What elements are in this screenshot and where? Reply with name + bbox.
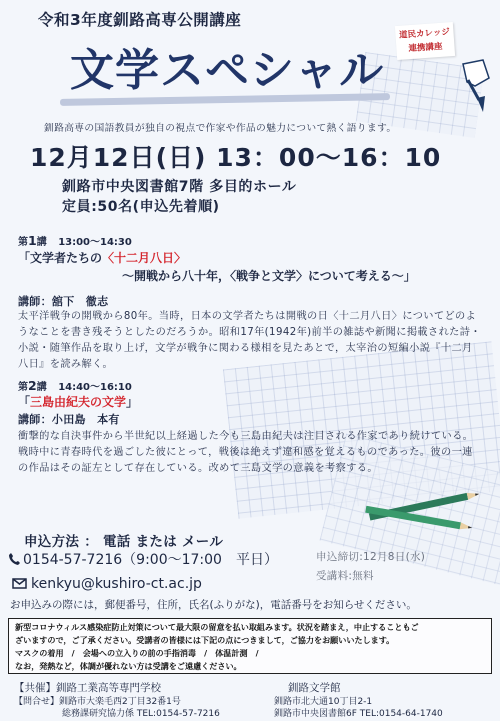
footer-organizer: 【共催】釧路工業高等専門学校 [14, 682, 161, 694]
badge-line1: 道民カレッジ [398, 27, 451, 41]
lecture-1-title: 「文学者たちの〈十二月八日〉 [18, 251, 187, 265]
pencils-icon [360, 488, 490, 538]
lecture-1-speaker: 講師：舘下 徹志 [18, 295, 109, 308]
footer-contact-address: 【問合せ】釧路市大楽毛西2丁目32番1号 [14, 697, 181, 707]
envelope-icon [12, 577, 28, 590]
event-subtitle: 令和3年度釧路高専公開講座 [38, 11, 242, 29]
phone-number[interactable]: 0154-57-7216（9:00〜17:00 平日） [23, 552, 278, 568]
lecture-2-speaker: 講師：小田島 本有 [18, 413, 120, 426]
badge-line2: 連携講座 [408, 41, 443, 55]
page-title: 文学スペシャル [70, 45, 385, 96]
event-capacity: 定員:50名(申込先着順) [62, 199, 220, 215]
covid-line-3: マスクの着用 / 会場への立入りの前の手指消毒 / 体温計測 / [15, 648, 259, 658]
application-method: 申込方法 ： 電話 または メール [24, 534, 224, 550]
covid-line-2: ざいますので，ご了承ください。受講者の皆様には下記の点につきまして，ご協力をお願いいたします。 [15, 635, 395, 645]
footer-cohost-address: 釧路市北大通10丁目2-1 [274, 697, 373, 707]
covid-notice [8, 618, 492, 674]
phone-icon [8, 552, 21, 566]
application-deadline: 申込締切:12月8日(水) [316, 551, 426, 563]
application-notice: お申込みの際には，郵便番号，住所，氏名(ふりがな)，電話番号をお知らせください。 [10, 599, 417, 611]
lecture-1-header: 第1講 13:00〜14:30 [18, 233, 132, 248]
lecture-2-header: 第2講 14:40〜16:10 [18, 378, 132, 393]
lecture-1-subtitle: 〜開戦から八十年，〈戦争と文学〉について考える〜」 [122, 269, 416, 283]
event-date: 12月12日(日) 13：00〜16：10 [30, 143, 442, 172]
footer-cohost: 釧路文学館 [288, 682, 341, 694]
footer-contact-tel: 総務課研究協力係 TEL:0154-57-7216 [62, 709, 220, 719]
covid-line-1: 新型コロナウィルス感染症防止対策について最大限の留意を払い取組みます。状況を踏まえ，中止することもご [15, 622, 419, 632]
lecture-1-description: 太平洋戦争の開戦から80年。当時，日本の文学者たちは開戦の日〈十二月八日〉についてどのようなことを書き残そうとしたのだろうか。昭和17年(1942年)前半の雑誌や新聞に掲載された詩・小説・随筆作品を取り上げ，文学が戦争に関わる様相を見たあとで，太宰治の短編小説『十二月八日』を読み解く。 [18, 311, 481, 370]
lead-text: 釧路高専の国語教員が独自の視点で作家や作品の魅力について熱く語ります。 [44, 123, 397, 134]
footer-cohost-tel: 釧路市中央図書館6F TEL:0154-64-1740 [274, 709, 443, 719]
email-address[interactable]: kenkyu@kushiro-ct.ac.jp [31, 576, 202, 592]
phone-line [8, 549, 278, 569]
lecture-2-title: 「三島由紀夫の文学」 [18, 395, 139, 409]
covid-line-4: なお，発熱など，体調が優れない方は受講をご遠慮ください。 [15, 661, 242, 671]
course-fee: 受講料:無料 [316, 570, 374, 582]
email-line [12, 576, 202, 592]
partner-badge [395, 22, 455, 60]
fountain-pen-icon [455, 56, 495, 116]
event-venue: 釧路市中央図書館7階 多目的ホール [62, 179, 297, 195]
lecture-2-description: 衝撃的な自決事件から半世紀以上経過した今も三島由紀夫は注目される作家であり続けている。戦時中に青春時代を過ごした彼にとって，戦後は絶えず違和感を覚えるものであった。彼の一連の作品はその証左として存在している。改めて三島文学の意義を考察する。 [18, 431, 474, 474]
